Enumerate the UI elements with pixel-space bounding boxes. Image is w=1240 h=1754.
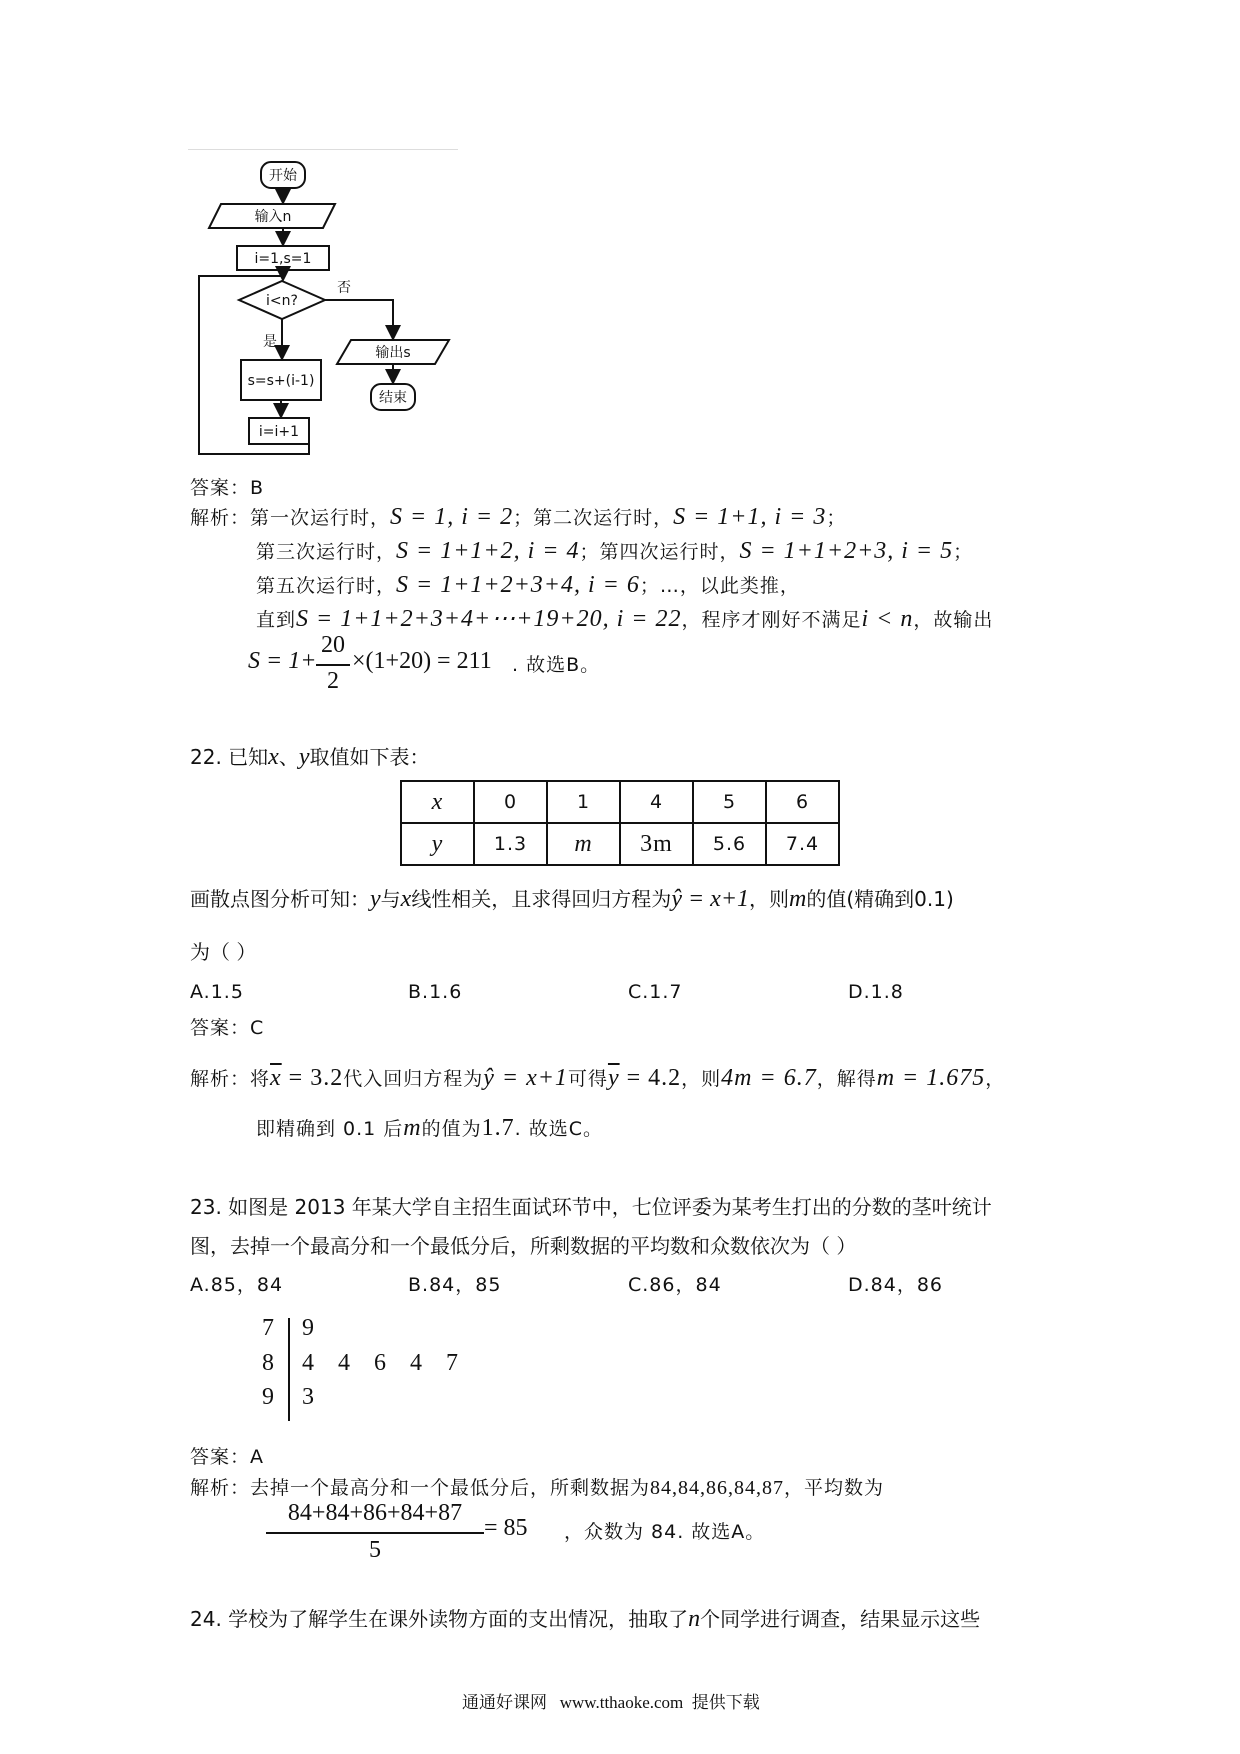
flowchart-yes-label: 是 bbox=[263, 334, 277, 350]
math: = 3.2 bbox=[281, 1065, 344, 1091]
table-cell: 4 bbox=[620, 781, 693, 823]
math: 4m = 6.7 bbox=[721, 1065, 817, 1091]
text: 第三次运行时， bbox=[256, 541, 397, 563]
text: ，程序才刚好不满足 bbox=[681, 609, 862, 631]
q23-mean-value: = 85 bbox=[484, 1515, 528, 1541]
text: 直到 bbox=[256, 609, 297, 631]
text: 22. 已知 bbox=[190, 745, 269, 769]
q22-stem bbox=[190, 743, 429, 771]
text: ，则 bbox=[749, 887, 790, 911]
q22-option-d: D.1.8 bbox=[848, 981, 904, 1003]
table-cell: 1 bbox=[547, 781, 620, 823]
text: 取值如下表： bbox=[309, 745, 430, 769]
table-row-x bbox=[401, 781, 839, 823]
table-cell: 3m bbox=[620, 823, 693, 865]
text: ； bbox=[826, 507, 847, 529]
math: y bbox=[298, 744, 310, 770]
math: i < n bbox=[861, 606, 914, 632]
page-footer: 通通好课网 www.tthaoke.com 提供下载 bbox=[462, 1693, 760, 1712]
math: m bbox=[789, 886, 807, 912]
math: S = 1+1, i = 3 bbox=[673, 504, 827, 530]
q23-stem-line-1: 23. 如图是 2013 年某大学自主招生面试环节中，七位评委为某考生打出的分数的茎叶统计 bbox=[190, 1195, 992, 1219]
text: 与 bbox=[380, 887, 401, 911]
q21-frac-line bbox=[316, 664, 350, 666]
math: m = 1.675 bbox=[876, 1065, 986, 1091]
text: . 故选C。 bbox=[514, 1118, 604, 1140]
q21-answer: 答案：B bbox=[190, 477, 265, 499]
text: ； bbox=[953, 541, 974, 563]
flowchart-update-i-label: i=i+1 bbox=[258, 424, 300, 440]
math: x bbox=[268, 744, 279, 770]
math: ŷ = x+1 bbox=[483, 1065, 568, 1091]
q22-blank: 为（ ） bbox=[190, 940, 257, 964]
text: 24. 学校为了解学生在课外读物方面的支出情况，抽取了 bbox=[190, 1607, 689, 1631]
xy-value-table bbox=[400, 780, 840, 866]
text: 的值为 bbox=[421, 1118, 482, 1140]
q21-analysis-line-1 bbox=[190, 503, 846, 532]
text: ；第四次运行时， bbox=[579, 541, 740, 563]
table-cell: 7.4 bbox=[766, 823, 839, 865]
flowchart-update-s-label: s=s+(i-1) bbox=[247, 373, 315, 389]
math: S = 1+1+2+3+4+⋯+19+20, i = 22 bbox=[296, 606, 682, 632]
text: 个同学进行调查，结果显示这些 bbox=[700, 1607, 981, 1631]
x-bar: $\overline{x}$ bbox=[270, 1065, 282, 1091]
leaf-values: 4 4 6 4 7 bbox=[302, 1350, 458, 1376]
math: S = 1+1+2+3, i = 5 bbox=[739, 538, 954, 564]
q23-option-c: C.86，84 bbox=[628, 1274, 722, 1296]
text: 第一次运行时， bbox=[250, 507, 391, 529]
text: ， bbox=[985, 1068, 1006, 1090]
q23-frac-num: 84+84+86+84+87 bbox=[287, 1500, 463, 1526]
q22-analysis-line-2 bbox=[256, 1114, 603, 1143]
table-cell: 0 bbox=[474, 781, 547, 823]
text: 第五次运行时， bbox=[256, 575, 397, 597]
q22-analysis-line-1 bbox=[190, 1064, 1005, 1093]
math: 1.7 bbox=[481, 1115, 515, 1141]
text: ；…，以此类推， bbox=[639, 575, 800, 597]
q21-frac-den: 2 bbox=[327, 668, 339, 694]
math: S = 1, i = 2 bbox=[390, 504, 514, 530]
q21-analysis-line-2 bbox=[256, 537, 973, 566]
flowchart-output-label: 输出s bbox=[375, 345, 411, 361]
q23-stem-line-2: 图，去掉一个最高分和一个最低分后，所剩数据的平均数和众数依次为（ ） bbox=[190, 1234, 857, 1258]
text: ，故输出 bbox=[913, 609, 994, 631]
q23-conclusion: ，众数为 84. 故选A。 bbox=[564, 1521, 766, 1543]
stem-value: 7 bbox=[262, 1315, 274, 1341]
text: 的值(精确到0.1) bbox=[806, 887, 954, 911]
q23-frac-den: 5 bbox=[369, 1537, 381, 1563]
text: ，平均数为 bbox=[784, 1477, 885, 1499]
q24-stem bbox=[190, 1605, 980, 1633]
table-cell: 5 bbox=[693, 781, 766, 823]
q22-condition bbox=[190, 885, 954, 913]
stem-leaf-divider bbox=[288, 1318, 290, 1421]
leaf-values: 3 bbox=[302, 1384, 314, 1410]
text: 线性相关，且求得回归方程为 bbox=[411, 887, 672, 911]
q21-analysis-line-4 bbox=[256, 605, 993, 634]
q23-answer: 答案：A bbox=[190, 1446, 264, 1468]
text: ，则 bbox=[681, 1068, 722, 1090]
flowchart-start-label: 开始 bbox=[269, 168, 297, 184]
math: S = 1+1+2+3+4, i = 6 bbox=[396, 572, 640, 598]
text: 代入回归方程为 bbox=[343, 1068, 484, 1090]
q21-analysis-line-3 bbox=[256, 571, 800, 600]
stem-value: 8 bbox=[262, 1350, 274, 1376]
y-bar: $\overline{y}$ bbox=[607, 1065, 620, 1091]
table-cell: 6 bbox=[766, 781, 839, 823]
leaf-values: 9 bbox=[302, 1315, 314, 1341]
flowchart-input-label: 输入n bbox=[254, 209, 292, 225]
stem-leaf-plot bbox=[258, 1315, 478, 1425]
math: ŷ = x+1 bbox=[671, 886, 750, 912]
table-cell: 1.3 bbox=[474, 823, 547, 865]
math: n bbox=[688, 1606, 701, 1632]
flowchart bbox=[185, 150, 485, 462]
math: 84,84,86,84,87 bbox=[650, 1477, 785, 1499]
table-cell: 5.6 bbox=[693, 823, 766, 865]
q21-result-rhs: ×(1+20) = 211 bbox=[352, 648, 492, 674]
q23-option-b: B.84，85 bbox=[408, 1274, 502, 1296]
q23-frac-line bbox=[266, 1532, 484, 1534]
flowchart-end-label: 结束 bbox=[379, 390, 407, 406]
text: 、 bbox=[278, 745, 299, 769]
text: 解析：将 bbox=[190, 1068, 271, 1090]
q22-option-a: A.1.5 bbox=[190, 981, 244, 1003]
math: m bbox=[403, 1115, 422, 1141]
q23-option-a: A.85，84 bbox=[190, 1274, 284, 1296]
analysis-label: 解析： bbox=[190, 507, 251, 529]
text: 可得 bbox=[567, 1068, 608, 1090]
math: y bbox=[370, 886, 381, 912]
math: = 4.2 bbox=[619, 1065, 682, 1091]
q22-answer: 答案：C bbox=[190, 1017, 265, 1039]
q22-option-c: C.1.7 bbox=[628, 981, 683, 1003]
math: S = 1+1+2, i = 4 bbox=[396, 538, 580, 564]
table-cell: x bbox=[401, 781, 474, 823]
q21-frac-num: 20 bbox=[321, 632, 345, 658]
q23-option-d: D.84，86 bbox=[848, 1274, 944, 1296]
table-cell: y bbox=[401, 823, 474, 865]
table-cell: m bbox=[547, 823, 620, 865]
text: ；第二次运行时， bbox=[513, 507, 674, 529]
flowchart-condition-label: i<n? bbox=[266, 293, 298, 309]
flowchart-init-label: i=1,s=1 bbox=[254, 251, 312, 267]
text: 即精确到 0.1 后 bbox=[256, 1118, 404, 1140]
q23-analysis-line-1 bbox=[190, 1474, 884, 1502]
stem-value: 9 bbox=[262, 1384, 274, 1410]
text: 画散点图分析可知： bbox=[190, 887, 370, 911]
math: x bbox=[400, 886, 412, 912]
text: 解析：去掉一个最高分和一个最低分后，所剩数据为 bbox=[190, 1477, 651, 1499]
q22-option-b: B.1.6 bbox=[408, 981, 463, 1003]
text: ，解得 bbox=[816, 1068, 877, 1090]
table-row-y bbox=[401, 823, 839, 865]
q21-conclusion: . 故选B。 bbox=[512, 654, 601, 676]
q21-result-lhs: S = 1+ bbox=[248, 648, 317, 674]
flowchart-no-label: 否 bbox=[337, 280, 351, 296]
